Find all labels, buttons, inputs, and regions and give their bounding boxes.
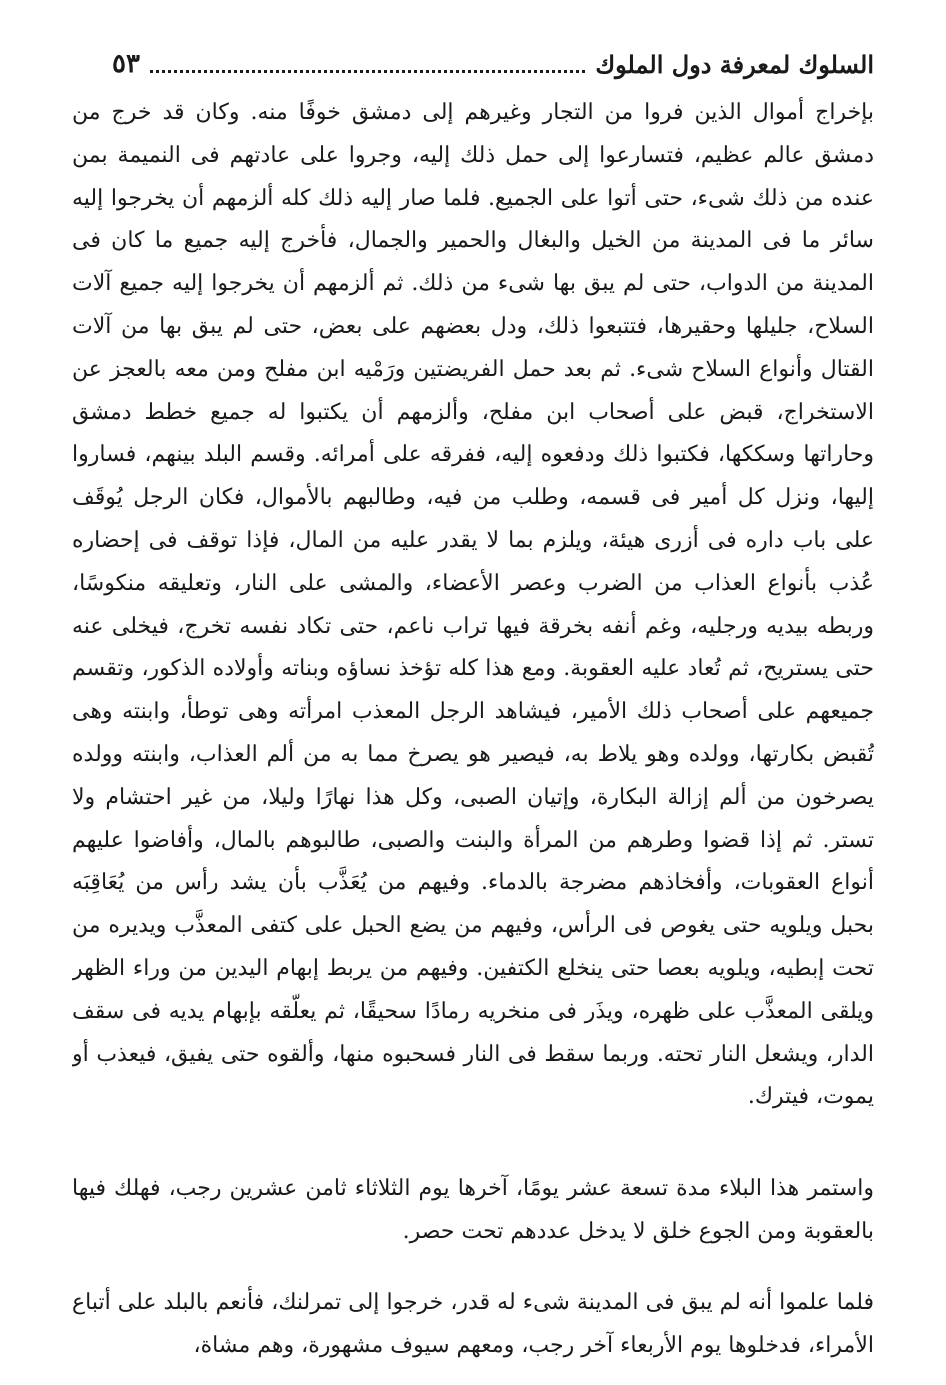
page-number: ٥٣: [112, 49, 140, 79]
dotted-leader: [150, 56, 585, 73]
body-text: [72, 92, 874, 1368]
running-title: السلوك لمعرفة دول الملوك: [595, 49, 874, 79]
paragraph-2: واستمر هذا البلاء مدة تسعة عشر يومًا، آخرها يوم الثلاثاء ثامن عشرين رجب، فهلك فيها بالعقوبة ومن الجوع خلق لا يدخل عددهم تحت حصر.: [72, 1176, 874, 1244]
paragraph-3: فلما علموا أنه لم يبق فى المدينة شىء له قدر، خرجوا إلى تمرلنك، فأنعم بالبلد على أتباع الأمراء، فدخلوها يوم الأربعاء آخر رجب، ومعهم سيوف مشهورة، وهم مشاة،: [72, 1290, 874, 1358]
page-header: [112, 44, 874, 84]
paragraph-1: بإخراج أموال الذين فروا من التجار وغيرهم إلى دمشق خوفًا منه. وكان قد خرج من دمشق عالم عظيم، فتسارعوا إلى حمل ذلك إليه، وجروا على عادتهم فى النميمة بمن عنده من ذلك شىء، حتى أتوا على الجميع. فلما صار إليه ذلك كله ألزمهم أن يخرجوا إليه سائر ما فى المدينة من الخيل والبغال والحمير والجمال، فأخرج إليه جميع ما كان فى المدينة من الدواب، حتى لم يبق بها شىء من ذلك. ثم ألزمهم أن يخرجوا إليه جميع آلات السلاح، جليلها وحقيرها، فتتبعوا ذلك، ودل بعضهم على بعض، حتى لم يبق بها من آلات القتال وأنواع السلاح شىء. ثم بعد حمل الفريضتين ورَمْيه ابن مفلح ومن معه بالعجز عن الاستخراج، قبض على أصحاب ابن مفلح، وألزمهم أن يكتبوا له جميع خطط دمشق وحاراتها وسككها، فكتبوا ذلك ودفعوه إليه، ففرقه على أمرائه. وقسم البلد بينهم، فساروا إليها، ونزل كل أمير فى قسمه، وطلب من فيه، وطالبهم بالأموال، فكان الرجل يُوقَف على باب داره فى أزرى هيئة، ويلزم بما لا يقدر عليه من المال، فإذا توقف فى إحضاره عُذب بأنواع العذاب من الضرب وعصر الأعضاء، والمشى على النار، وتعليقه منكوسًا، وربطه بيديه ورجليه، وغم أنفه بخرقة فيها تراب ناعم، حتى تكاد نفسه تخرج، فيخلى عنه حتى يستريح، ثم تُعاد عليه العقوبة. ومع هذا كله تؤخذ نساؤه وبناته وأولاده الذكور، وتقسم جميعهم على أصحاب ذلك الأمير، فيشاهد الرجل المعذب امرأته وهى توطأ، وابنته وهى تُقبض بكارتها، وولده وهو يلاط به، فيصير هو يصرخ مما به من ألم العذاب، وابنته وولده يصرخون من ألم إزالة البكارة، وإتيان الصبى، وكل هذا نهارًا وليلا، من غير احتشام ولا تستر. ثم إذا قضوا وطرهم من المرأة والبنت والصبى، طالبوهم بالمال، وأفاضوا عليهم أنواع العقوبات، وأفخاذهم مضرجة بالدماء. وفيهم من يُعَذَّب بأن يشد رأس من يُعَاقِبَه بحبل ويلويه حتى يغوص فى الرأس، وفيهم من يضع الحبل على كتفى المعذَّب ويديره من تحت إبطيه، ويلويه بعصا حتى ينخلع الكتفين. وفيهم من يربط إبهام اليدين من وراء الظهر ويلقى المعذَّب على ظهره، ويذَر فى منخريه رمادًا سحيقًا، ثم يعلّقه بإبهام يديه فى سقف الدار، ويشعل النار تحته. وربما سقط فى النار فسحبوه منها، وألقوه حتى يفيق، فيعذب أو يموت، فيترك.: [72, 100, 874, 1110]
